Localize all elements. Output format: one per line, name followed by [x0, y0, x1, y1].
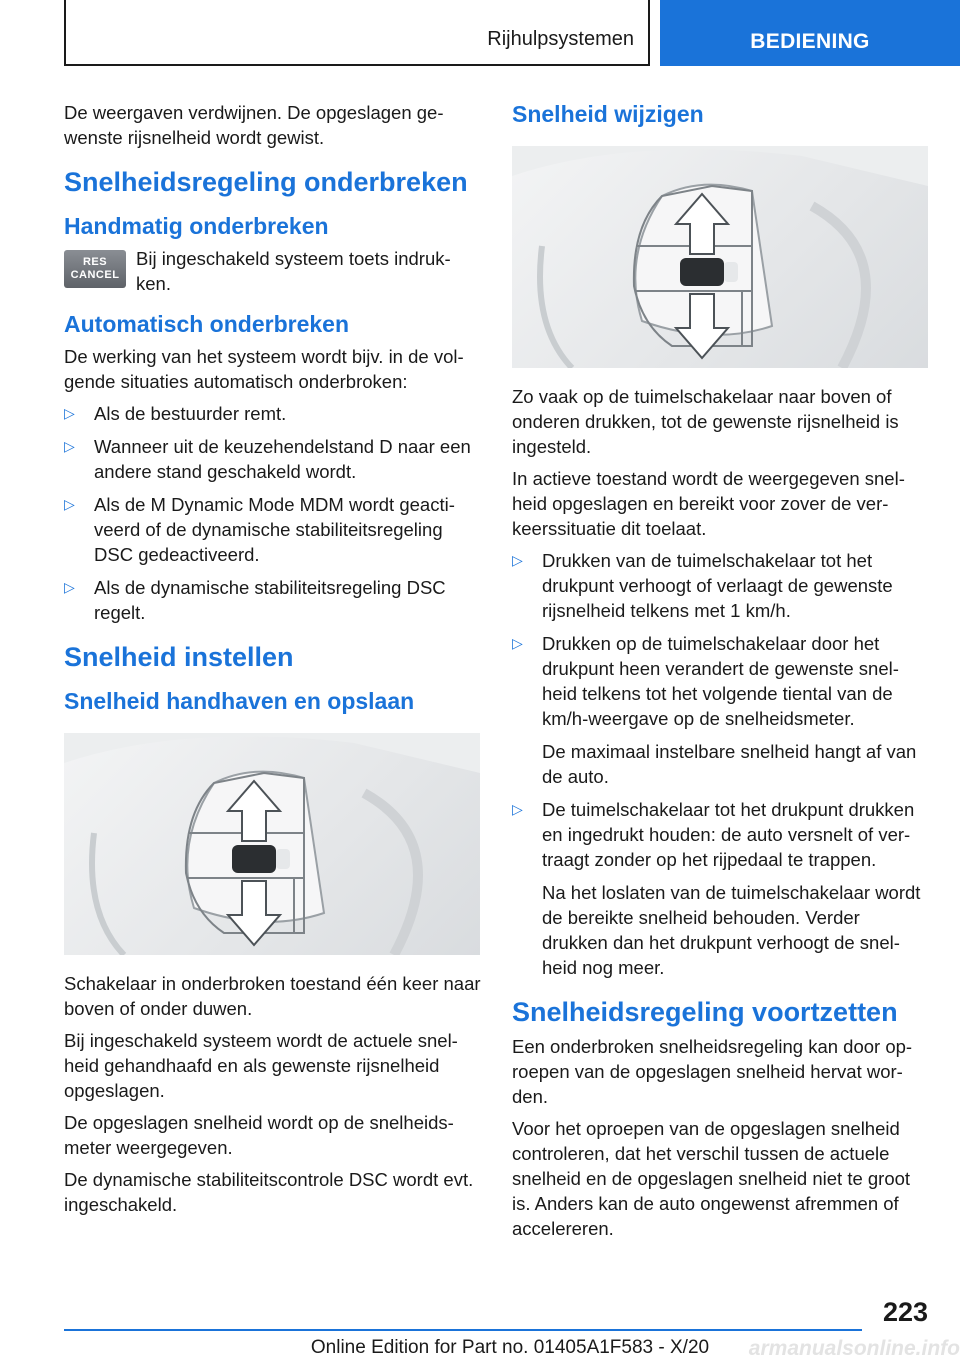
hold-paragraph-2: Bij ingeschakeld systeem wordt de actuele snel-heid gehandhaafd en als gewenste rijsnelheid opgeslagen. — [64, 1030, 458, 1101]
hold-paragraph-3: De opgeslagen snelheid wordt op de snelheids-meter weergegeven. — [64, 1112, 454, 1158]
header-section-title: Rijhulpsystemen — [487, 28, 634, 50]
change-paragraph-1: Zo vaak op de tuimelschakelaar naar boven of onderen drukken, tot de gewenste rijsnelheid is ingesteld. — [512, 386, 899, 457]
header-chapter-tab: BEDIENING — [660, 0, 960, 66]
triangle-bullet-icon: ▷ — [512, 801, 523, 817]
footer-edition: Online Edition for Part no. 01405A1F583 - X/20 — [310, 1337, 710, 1358]
list-item: ▷ Wanneer uit de keuzehendelstand D naar een andere stand geschakeld wordt. — [64, 436, 471, 482]
heading-manual-interrupt: Handmatig onderbreken — [64, 213, 329, 239]
triangle-bullet-icon: ▷ — [64, 579, 75, 595]
watermark: armanualsonline.info — [748, 1337, 960, 1360]
res-cancel-button-icon — [64, 250, 126, 288]
triangle-bullet-icon: ▷ — [64, 405, 75, 421]
heading-auto-interrupt: Automatisch onderbreken — [64, 311, 349, 337]
footer-divider — [64, 1329, 862, 1331]
list-item: ▷ Drukken van de tuimelschakelaar tot het drukpunt verhoogt of verlaagt de gewenste rijsnelheid telkens met 1 km/h. — [512, 550, 893, 621]
hold-paragraph-1: Schakelaar in onderbroken toestand één keer naar boven of onder duwen. — [64, 973, 481, 1019]
manual-interrupt-row — [64, 246, 482, 296]
page-header — [64, 0, 960, 66]
steering-wheel-rocker-image — [512, 146, 928, 368]
res-label: RES — [82, 256, 108, 268]
list-item: ▷ Als de bestuurder remt. — [64, 403, 287, 424]
steering-wheel-switch-image — [64, 733, 480, 955]
auto-interrupt-text: De werking van het systeem wordt bijv. in de vol-gende situaties automatisch onderbroken: — [64, 346, 464, 392]
change-speed-list — [512, 548, 930, 980]
heading-hold-speed: Snelheid handhaven en opslaan — [64, 688, 415, 714]
heading-resume: Snelheidsregeling voortzetten — [512, 997, 898, 1027]
triangle-bullet-icon: ▷ — [64, 496, 75, 512]
cancel-label: CANCEL — [70, 269, 120, 281]
auto-interrupt-list — [64, 401, 482, 625]
list-item: ▷ Als de dynamische stabiliteitsregeling DSC regelt. — [64, 577, 446, 623]
heading-interrupt: Snelheidsregeling onderbreken — [64, 167, 468, 197]
list-item: ▷ Drukken op de tuimelschakelaar door het drukpunt heen verandert de gewenste snel-heid telkens tot het volgende tiental van de km/h-weergave op de snelheidsmeter. De maximaal instelbare snelheid hangt af van de auto. — [512, 631, 930, 789]
resume-paragraph-1: Een onderbroken snelheidsregeling kan door op-roepen van de opgeslagen snelheid hervat wor-den. — [512, 1036, 913, 1107]
manual-interrupt-text: Bij ingeschakeld systeem toets indruk-ken. — [136, 248, 451, 294]
triangle-bullet-icon: ▷ — [64, 438, 75, 454]
list-item: ▷ De tuimelschakelaar tot het drukpunt drukken en ingedrukt houden: de auto versnelt of ver-traagt zonder op het rijpedaal te trappen. Na het loslaten van de tuimelschakelaar wordt de bereikte snelheid behouden. Verder drukken dan het drukpunt verhoogt de snel-heid nog meer. — [512, 797, 930, 980]
heading-set-speed: Snelheid instellen — [64, 642, 294, 672]
heading-change-speed: Snelheid wijzigen — [512, 101, 704, 127]
hold-paragraph-4: De dynamische stabiliteitscontrole DSC wordt evt. ingeschakeld. — [64, 1169, 474, 1215]
page-number: 223 — [882, 1297, 928, 1327]
right-column — [512, 100, 930, 1248]
change-paragraph-2: In actieve toestand wordt de weergegeven snel-heid opgeslagen en bereikt voor zover de ver-keerssituatie dit toelaat. — [512, 468, 905, 539]
triangle-bullet-icon: ▷ — [512, 552, 523, 568]
left-column — [64, 100, 482, 1224]
resume-paragraph-2: Voor het oproepen van de opgeslagen snelheid controleren, dat het verschil tussen de actuele snelheid en de opgeslagen snelheid niet te groot is. Anders kan de auto ongewenst afremmen of accelereren. — [512, 1118, 911, 1239]
list-item-note: Na het loslaten van de tuimelschakelaar wordt de bereikte snelheid behouden. Verder drukken dan het drukpunt verhoogt de snel-heid nog meer. — [542, 882, 921, 978]
list-item-note: De maximaal instelbare snelheid hangt af van de auto. — [542, 741, 917, 787]
list-item: ▷ Als de M Dynamic Mode MDM wordt geacti-veerd of de dynamische stabiliteitsregeling DSC gedeactiveerd. — [64, 494, 455, 565]
intro-paragraph: De weergaven verdwijnen. De opgeslagen ge-wenste rijsnelheid wordt gewist. — [64, 102, 444, 148]
triangle-bullet-icon: ▷ — [512, 635, 523, 651]
